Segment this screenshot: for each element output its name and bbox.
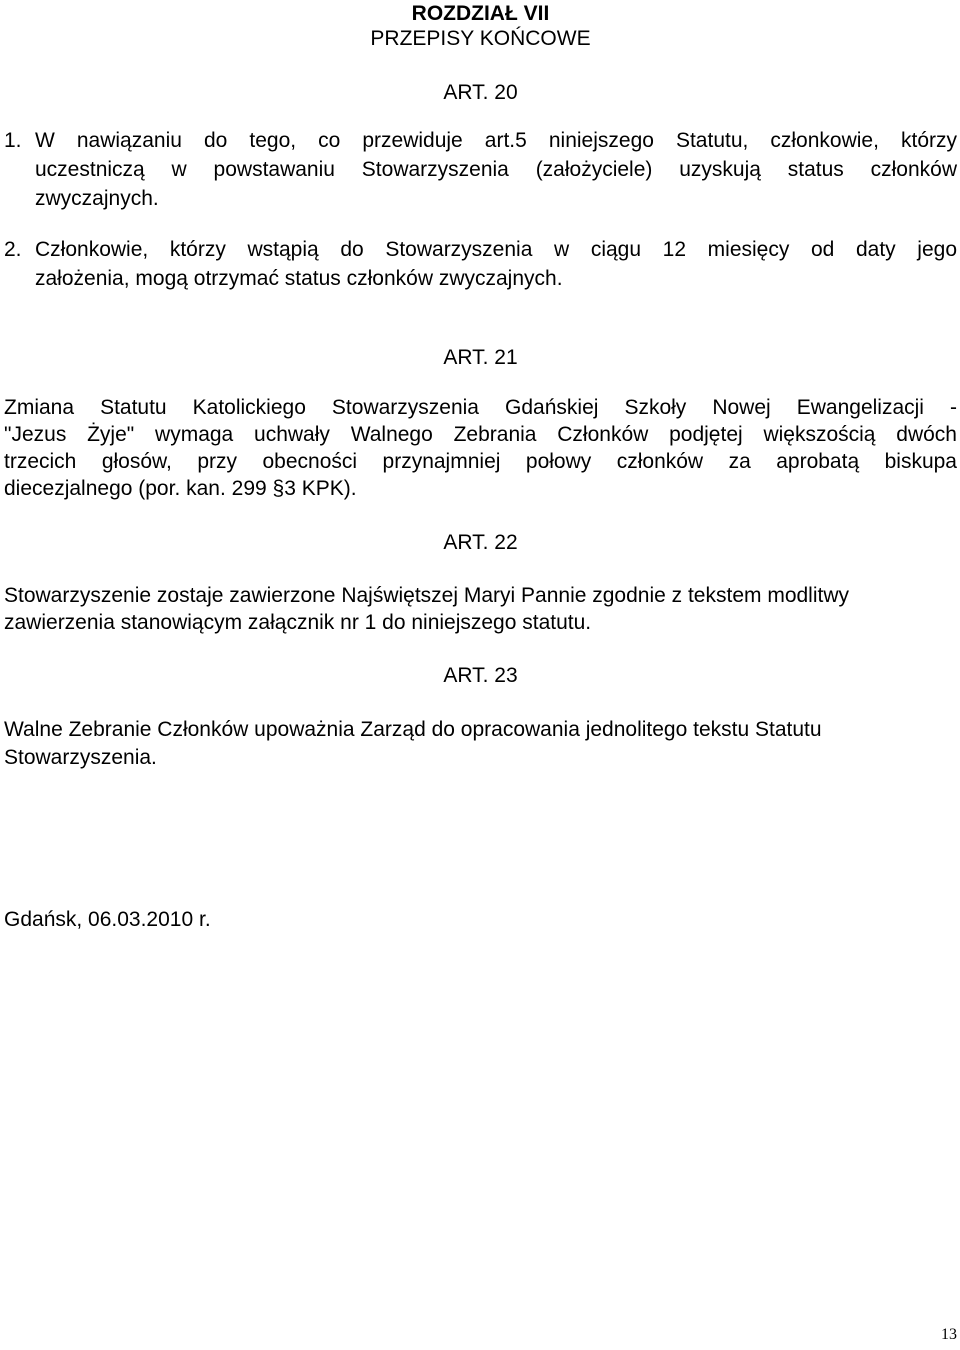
article-line: zawierzenia stanowiącym załącznik nr 1 do niniejszego statutu. (4, 611, 592, 634)
paragraph-line: Członkowie, którzy wstąpią do Stowarzyszenia w ciągu 12 miesięcy od daty jego (35, 238, 957, 261)
chapter-title: ROZDZIAŁ VII (411, 2, 550, 25)
document-page (4, 0, 957, 1350)
article-line: trzecich głosów, przy obecności przynajmniej połowy członków za aprobatą biskupa (4, 450, 957, 473)
article-line: Stowarzyszenia. (4, 746, 157, 769)
paragraph-number: 2. (4, 238, 22, 261)
paragraph-line: założenia, mogą otrzymać status członków zwyczajnych. (35, 267, 563, 290)
article-heading: ART. 22 (443, 531, 518, 554)
article-line: Zmiana Statutu Katolickiego Stowarzyszenia Gdańskiej Szkoły Nowej Ewangelizacji - (4, 396, 957, 419)
page-number: 13 (941, 1326, 957, 1343)
paragraph-line: zwyczajnych. (35, 187, 159, 210)
article-heading: ART. 21 (443, 346, 518, 369)
chapter-subtitle: PRZEPISY KOŃCOWE (370, 27, 591, 50)
article-line: diecezjalnego (por. kan. 299 §3 KPK). (4, 477, 357, 500)
paragraph-line: uczestniczą w powstawaniu Stowarzyszenia (założyciele) uzyskują status członków (35, 158, 957, 181)
article-line: "Jezus Żyje" wymaga uchwały Walnego Zebrania Członków podjętej większością dwóch (4, 423, 957, 446)
paragraph-number: 1. (4, 129, 22, 152)
article-heading: ART. 20 (443, 81, 518, 104)
article-line: Stowarzyszenie zostaje zawierzone Najświętszej Maryi Pannie zgodnie z tekstem modlitwy (4, 584, 850, 607)
article-heading: ART. 23 (443, 664, 518, 687)
place-date: Gdańsk, 06.03.2010 r. (4, 908, 211, 931)
paragraph-line: W nawiązaniu do tego, co przewiduje art.5 niniejszego Statutu, członkowie, którzy (35, 129, 957, 152)
article-line: Walne Zebranie Członków upoważnia Zarząd do opracowania jednolitego tekstu Statutu (4, 718, 822, 741)
